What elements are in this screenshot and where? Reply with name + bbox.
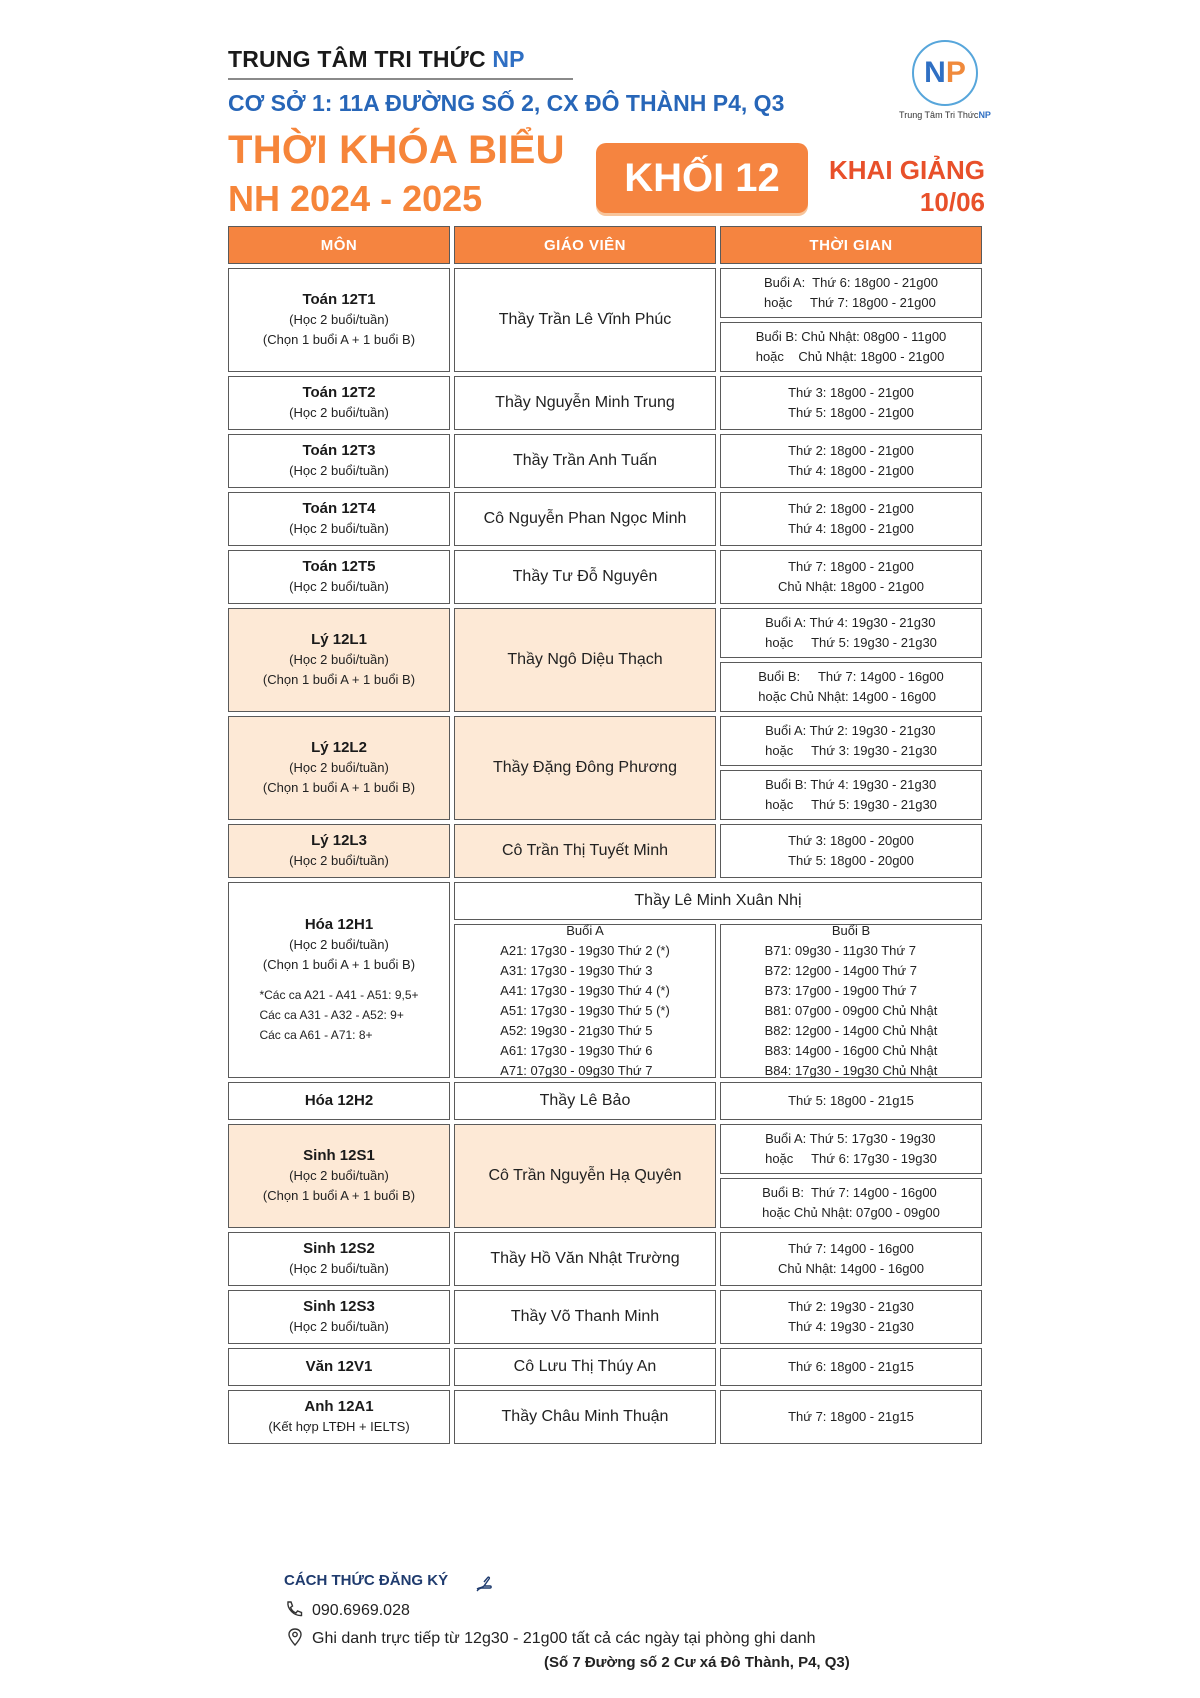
subject-name: Toán 12T4	[302, 500, 376, 517]
time-cell	[720, 1082, 982, 1120]
column-header: THỜI GIAN	[720, 226, 982, 264]
subject-note: (Học 2 buổi/tuần)	[289, 760, 389, 775]
table-row	[228, 268, 982, 372]
subject-note: (Học 2 buổi/tuần)	[289, 579, 389, 594]
time-line: hoặc Chủ Nhật: 07g00 - 09g00	[762, 1205, 940, 1220]
subject-name: Anh 12A1	[304, 1398, 374, 1415]
teacher-cell: Thầy Trần Lê Vĩnh Phúc	[454, 268, 716, 372]
subject-name: Lý 12L3	[311, 832, 367, 849]
logo	[890, 40, 1000, 124]
teacher-cell: Thầy Lê Bảo	[454, 1082, 716, 1120]
time-line: Thứ 3: 18g00 - 21g00	[788, 385, 914, 400]
session-slot: B84: 17g30 - 19g30 Chủ Nhật	[764, 1063, 938, 1078]
subject-extra-notes	[259, 985, 418, 1045]
subject-note: (Học 2 buổi/tuần)	[289, 937, 389, 952]
time-line: hoặc Thứ 5: 19g30 - 21g30	[765, 635, 937, 650]
time-cell	[720, 1232, 982, 1286]
table-row	[228, 1290, 982, 1344]
subject-cell	[228, 1232, 450, 1286]
session-slot: B72: 12g00 - 14g00 Thứ 7	[764, 963, 917, 978]
table-row	[228, 1390, 982, 1444]
subject-note: (Học 2 buổi/tuần)	[289, 1168, 389, 1183]
time-line: Buổi A: Thứ 6: 18g00 - 21g00	[764, 275, 938, 290]
location-pin-icon	[284, 1628, 306, 1646]
opening-label: KHAI GIẢNG	[829, 155, 985, 185]
register-hand-icon	[472, 1572, 494, 1594]
session-title: Buổi A	[566, 923, 604, 938]
time-cell	[720, 1290, 982, 1344]
time-line: hoặc Thứ 7: 18g00 - 21g00	[764, 295, 936, 310]
location-line	[284, 1628, 816, 1648]
time-lines	[764, 273, 938, 313]
time-lines	[756, 327, 947, 367]
subject-note: (Chọn 1 buổi A + 1 buổi B)	[262, 957, 416, 972]
column-header: GIÁO VIÊN	[454, 226, 716, 264]
teacher-cell: Thầy Châu Minh Thuận	[454, 1390, 716, 1444]
session-slot: A21: 17g30 - 19g30 Thứ 2 (*)	[500, 943, 670, 958]
page-title: THỜI KHÓA BIỂU	[228, 128, 565, 172]
subject-name: Lý 12L2	[311, 739, 367, 756]
session-slot: B82: 12g00 - 14g00 Chủ Nhật	[764, 1023, 938, 1038]
teacher-cell: Thầy Hồ Văn Nhật Trường	[454, 1232, 716, 1286]
time-cell-b	[720, 1178, 982, 1228]
table-row	[228, 1124, 982, 1228]
teacher-cell: Cô Trần Nguyễn Hạ Quyên	[454, 1124, 716, 1228]
time-cell-b	[720, 662, 982, 712]
time-cell	[720, 376, 982, 430]
time-line: Thứ 5: 18g00 - 21g00	[788, 405, 914, 420]
time-line: Buổi A: Thứ 5: 17g30 - 19g30	[765, 1131, 936, 1146]
time-line: Thứ 2: 18g00 - 21g00	[788, 443, 914, 458]
time-cell	[720, 1390, 982, 1444]
register-title: CÁCH THỨC ĐĂNG KÝ	[284, 1572, 449, 1589]
teacher-cell: Cô Nguyễn Phan Ngọc Minh	[454, 492, 716, 546]
subject-cell	[228, 376, 450, 430]
subject-name: Toán 12T5	[302, 558, 376, 575]
subject-note: (Học 2 buổi/tuần)	[289, 312, 389, 327]
session-slot: A71: 07g30 - 09g30 Thứ 7	[500, 1063, 653, 1078]
time-line: hoặc Thứ 6: 17g30 - 19g30	[765, 1151, 937, 1166]
teacher-cell: Thầy Nguyễn Minh Trung	[454, 376, 716, 430]
subject-cell	[228, 434, 450, 488]
center-name: TRUNG TÂM TRI THỨC NP	[228, 46, 525, 72]
table-row	[228, 434, 982, 488]
time-cell-b	[720, 770, 982, 820]
time-line: Buổi A: Thứ 2: 19g30 - 21g30	[765, 723, 936, 738]
time-line: Buổi B: Thứ 7: 14g00 - 16g00	[762, 1185, 937, 1200]
time-line: Thứ 7: 14g00 - 16g00	[788, 1241, 914, 1256]
session-slot: B83: 14g00 - 16g00 Chủ Nhật	[764, 1043, 938, 1058]
grade-badge: KHỐI 12	[596, 143, 808, 213]
column-header: MÔN	[228, 226, 450, 264]
time-line: Chủ Nhật: 18g00 - 21g00	[778, 579, 924, 594]
logo-mark: N P	[912, 40, 978, 106]
subject-name: Sinh 12S3	[303, 1298, 375, 1315]
divider	[228, 78, 573, 80]
time-line: Thứ 3: 18g00 - 20g00	[788, 833, 914, 848]
subject-note: (Chọn 1 buổi A + 1 buổi B)	[262, 332, 416, 347]
time-line: hoặc Chủ Nhật: 18g00 - 21g00	[755, 349, 945, 364]
time-lines	[765, 775, 937, 815]
subject-name: Lý 12L1	[311, 631, 367, 648]
subject-extra-note: *Các ca A21 - A41 - A51: 9,5+	[259, 988, 419, 1002]
teacher-cell: Thầy Ngô Diệu Thạch	[454, 608, 716, 712]
time-line: Thứ 4: 18g00 - 21g00	[788, 463, 914, 478]
time-cell-a	[720, 1124, 982, 1174]
time-cell-a	[720, 716, 982, 766]
logo-caption: Trung Tâm Tri ThứcNP	[899, 110, 991, 120]
time-cell-a	[720, 268, 982, 318]
time-cell-a	[720, 608, 982, 658]
subject-name: Toán 12T2	[302, 384, 376, 401]
time-line: Thứ 2: 18g00 - 21g00	[788, 501, 914, 516]
teacher-cell: Thầy Đặng Đông Phương	[454, 716, 716, 820]
subject-cell	[228, 1124, 450, 1228]
subject-cell	[228, 882, 450, 1078]
subject-note: (Chọn 1 buổi A + 1 buổi B)	[262, 780, 416, 795]
session-list	[500, 921, 670, 1081]
subject-cell	[228, 1290, 450, 1344]
time-line: Thứ 5: 18g00 - 20g00	[788, 853, 914, 868]
header	[228, 44, 988, 224]
time-lines	[758, 667, 944, 707]
subject-name: Toán 12T1	[302, 291, 376, 308]
table-row	[228, 1082, 982, 1120]
table-row	[228, 550, 982, 604]
subject-name: Hóa 12H1	[304, 916, 374, 933]
registration-info: Ghi danh trực tiếp từ 12g30 - 21g00 tất cả các ngày tại phòng ghi danh	[312, 1630, 816, 1647]
session-title: Buổi B	[831, 923, 871, 938]
table-row	[228, 492, 982, 546]
subject-name: Sinh 12S1	[303, 1147, 375, 1164]
subject-cell	[228, 1082, 450, 1120]
time-line: hoặc Thứ 5: 19g30 - 21g30	[765, 797, 937, 812]
time-line: Thứ 7: 18g00 - 21g15	[788, 1409, 914, 1424]
subject-extra-note: Các ca A31 - A32 - A52: 9+	[259, 1008, 404, 1022]
subject-cell	[228, 608, 450, 712]
table-row	[228, 716, 982, 820]
time-cell	[720, 824, 982, 878]
time-line: hoặc Chủ Nhật: 14g00 - 16g00	[758, 689, 937, 704]
session-b-cell	[720, 924, 982, 1078]
session-slot: A51: 17g30 - 19g30 Thứ 5 (*)	[500, 1003, 670, 1018]
session-a-cell	[454, 924, 716, 1078]
time-line: hoặc Thứ 3: 19g30 - 21g30	[765, 743, 937, 758]
subject-note: (Chọn 1 buổi A + 1 buổi B)	[262, 672, 416, 687]
time-lines	[765, 721, 937, 761]
time-line: Buổi B: Chủ Nhật: 08g00 - 11g00	[755, 329, 947, 344]
subject-cell	[228, 550, 450, 604]
phone-number: 090.6969.028	[312, 1602, 410, 1619]
session-slot: B71: 09g30 - 11g30 Thứ 7	[764, 943, 916, 958]
teacher-cell: Thầy Võ Thanh Minh	[454, 1290, 716, 1344]
subject-note: (Kết hợp LTĐH + IELTS)	[268, 1419, 410, 1434]
teacher-cell: Thầy Lê Minh Xuân Nhị	[454, 882, 982, 920]
subject-note: (Học 2 buổi/tuần)	[289, 1261, 389, 1276]
session-slot: A52: 19g30 - 21g30 Thứ 5	[500, 1023, 653, 1038]
session-list	[765, 921, 938, 1081]
subject-cell	[228, 716, 450, 820]
time-cell-b	[720, 322, 982, 372]
table-row	[228, 882, 982, 1078]
session-slot: B73: 17g00 - 19g00 Thứ 7	[764, 983, 917, 998]
subject-cell	[228, 492, 450, 546]
time-line: Thứ 5: 18g00 - 21g15	[788, 1093, 914, 1108]
time-cell	[720, 492, 982, 546]
table-header-row	[228, 226, 982, 264]
time-line: Thứ 2: 19g30 - 21g30	[788, 1299, 914, 1314]
subject-note: (Học 2 buổi/tuần)	[289, 463, 389, 478]
session-slot: A61: 17g30 - 19g30 Thứ 6	[500, 1043, 653, 1058]
teacher-cell: Cô Lưu Thị Thúy An	[454, 1348, 716, 1386]
subject-cell	[228, 268, 450, 372]
subject-note: (Học 2 buổi/tuần)	[289, 853, 389, 868]
time-line: Buổi B: Thứ 4: 19g30 - 21g30	[765, 777, 937, 792]
session-slot: B81: 07g00 - 09g00 Chủ Nhật	[764, 1003, 938, 1018]
time-lines	[765, 613, 937, 653]
subject-cell	[228, 1390, 450, 1444]
subject-note: (Học 2 buổi/tuần)	[289, 652, 389, 667]
subject-name: Toán 12T3	[302, 442, 376, 459]
subject-note: (Chọn 1 buổi A + 1 buổi B)	[262, 1188, 416, 1203]
time-line: Thứ 7: 18g00 - 21g00	[788, 559, 914, 574]
table-row	[228, 1348, 982, 1386]
registration-address: (Số 7 Đường số 2 Cư xá Đô Thành, P4, Q3)	[544, 1654, 850, 1671]
time-lines	[762, 1183, 940, 1223]
time-cell	[720, 434, 982, 488]
session-slot: A31: 17g30 - 19g30 Thứ 3	[500, 963, 653, 978]
subject-name: Hóa 12H2	[304, 1092, 374, 1109]
subject-note: (Học 2 buổi/tuần)	[289, 405, 389, 420]
table-row	[228, 824, 982, 878]
subject-cell	[228, 824, 450, 878]
subject-cell	[228, 1348, 450, 1386]
table-row	[228, 1232, 982, 1286]
teacher-cell: Thầy Trần Anh Tuấn	[454, 434, 716, 488]
time-cell	[720, 550, 982, 604]
time-line: Thứ 6: 18g00 - 21g15	[788, 1359, 914, 1374]
teacher-cell: Thầy Tư Đỗ Nguyên	[454, 550, 716, 604]
subject-note: (Học 2 buổi/tuần)	[289, 1319, 389, 1334]
time-line: Chủ Nhật: 14g00 - 16g00	[778, 1261, 924, 1276]
time-lines	[765, 1129, 937, 1169]
session-slot: A41: 17g30 - 19g30 Thứ 4 (*)	[500, 983, 670, 998]
school-year: NH 2024 - 2025	[228, 178, 483, 219]
time-line: Buổi B: Thứ 7: 14g00 - 16g00	[758, 669, 944, 684]
time-line: Buổi A: Thứ 4: 19g30 - 21g30	[765, 615, 936, 630]
phone-icon	[284, 1600, 306, 1618]
subject-name: Văn 12V1	[305, 1358, 373, 1375]
teacher-cell: Cô Trần Thị Tuyết Minh	[454, 824, 716, 878]
time-cell	[720, 1348, 982, 1386]
table-row	[228, 376, 982, 430]
center-name-np: NP	[492, 46, 525, 72]
opening-info	[829, 154, 985, 218]
subject-note: (Học 2 buổi/tuần)	[289, 521, 389, 536]
subject-name: Sinh 12S2	[303, 1240, 375, 1257]
campus-address: CƠ SỞ 1: 11A ĐƯỜNG SỐ 2, CX ĐÔ THÀNH P4, Q3	[228, 90, 785, 116]
time-line: Thứ 4: 19g30 - 21g30	[788, 1319, 914, 1334]
subject-extra-note: Các ca A61 - A71: 8+	[259, 1028, 373, 1042]
table-row	[228, 608, 982, 712]
opening-date: 10/06	[919, 187, 985, 217]
time-line: Thứ 4: 18g00 - 21g00	[788, 521, 914, 536]
phone-line	[284, 1600, 410, 1620]
